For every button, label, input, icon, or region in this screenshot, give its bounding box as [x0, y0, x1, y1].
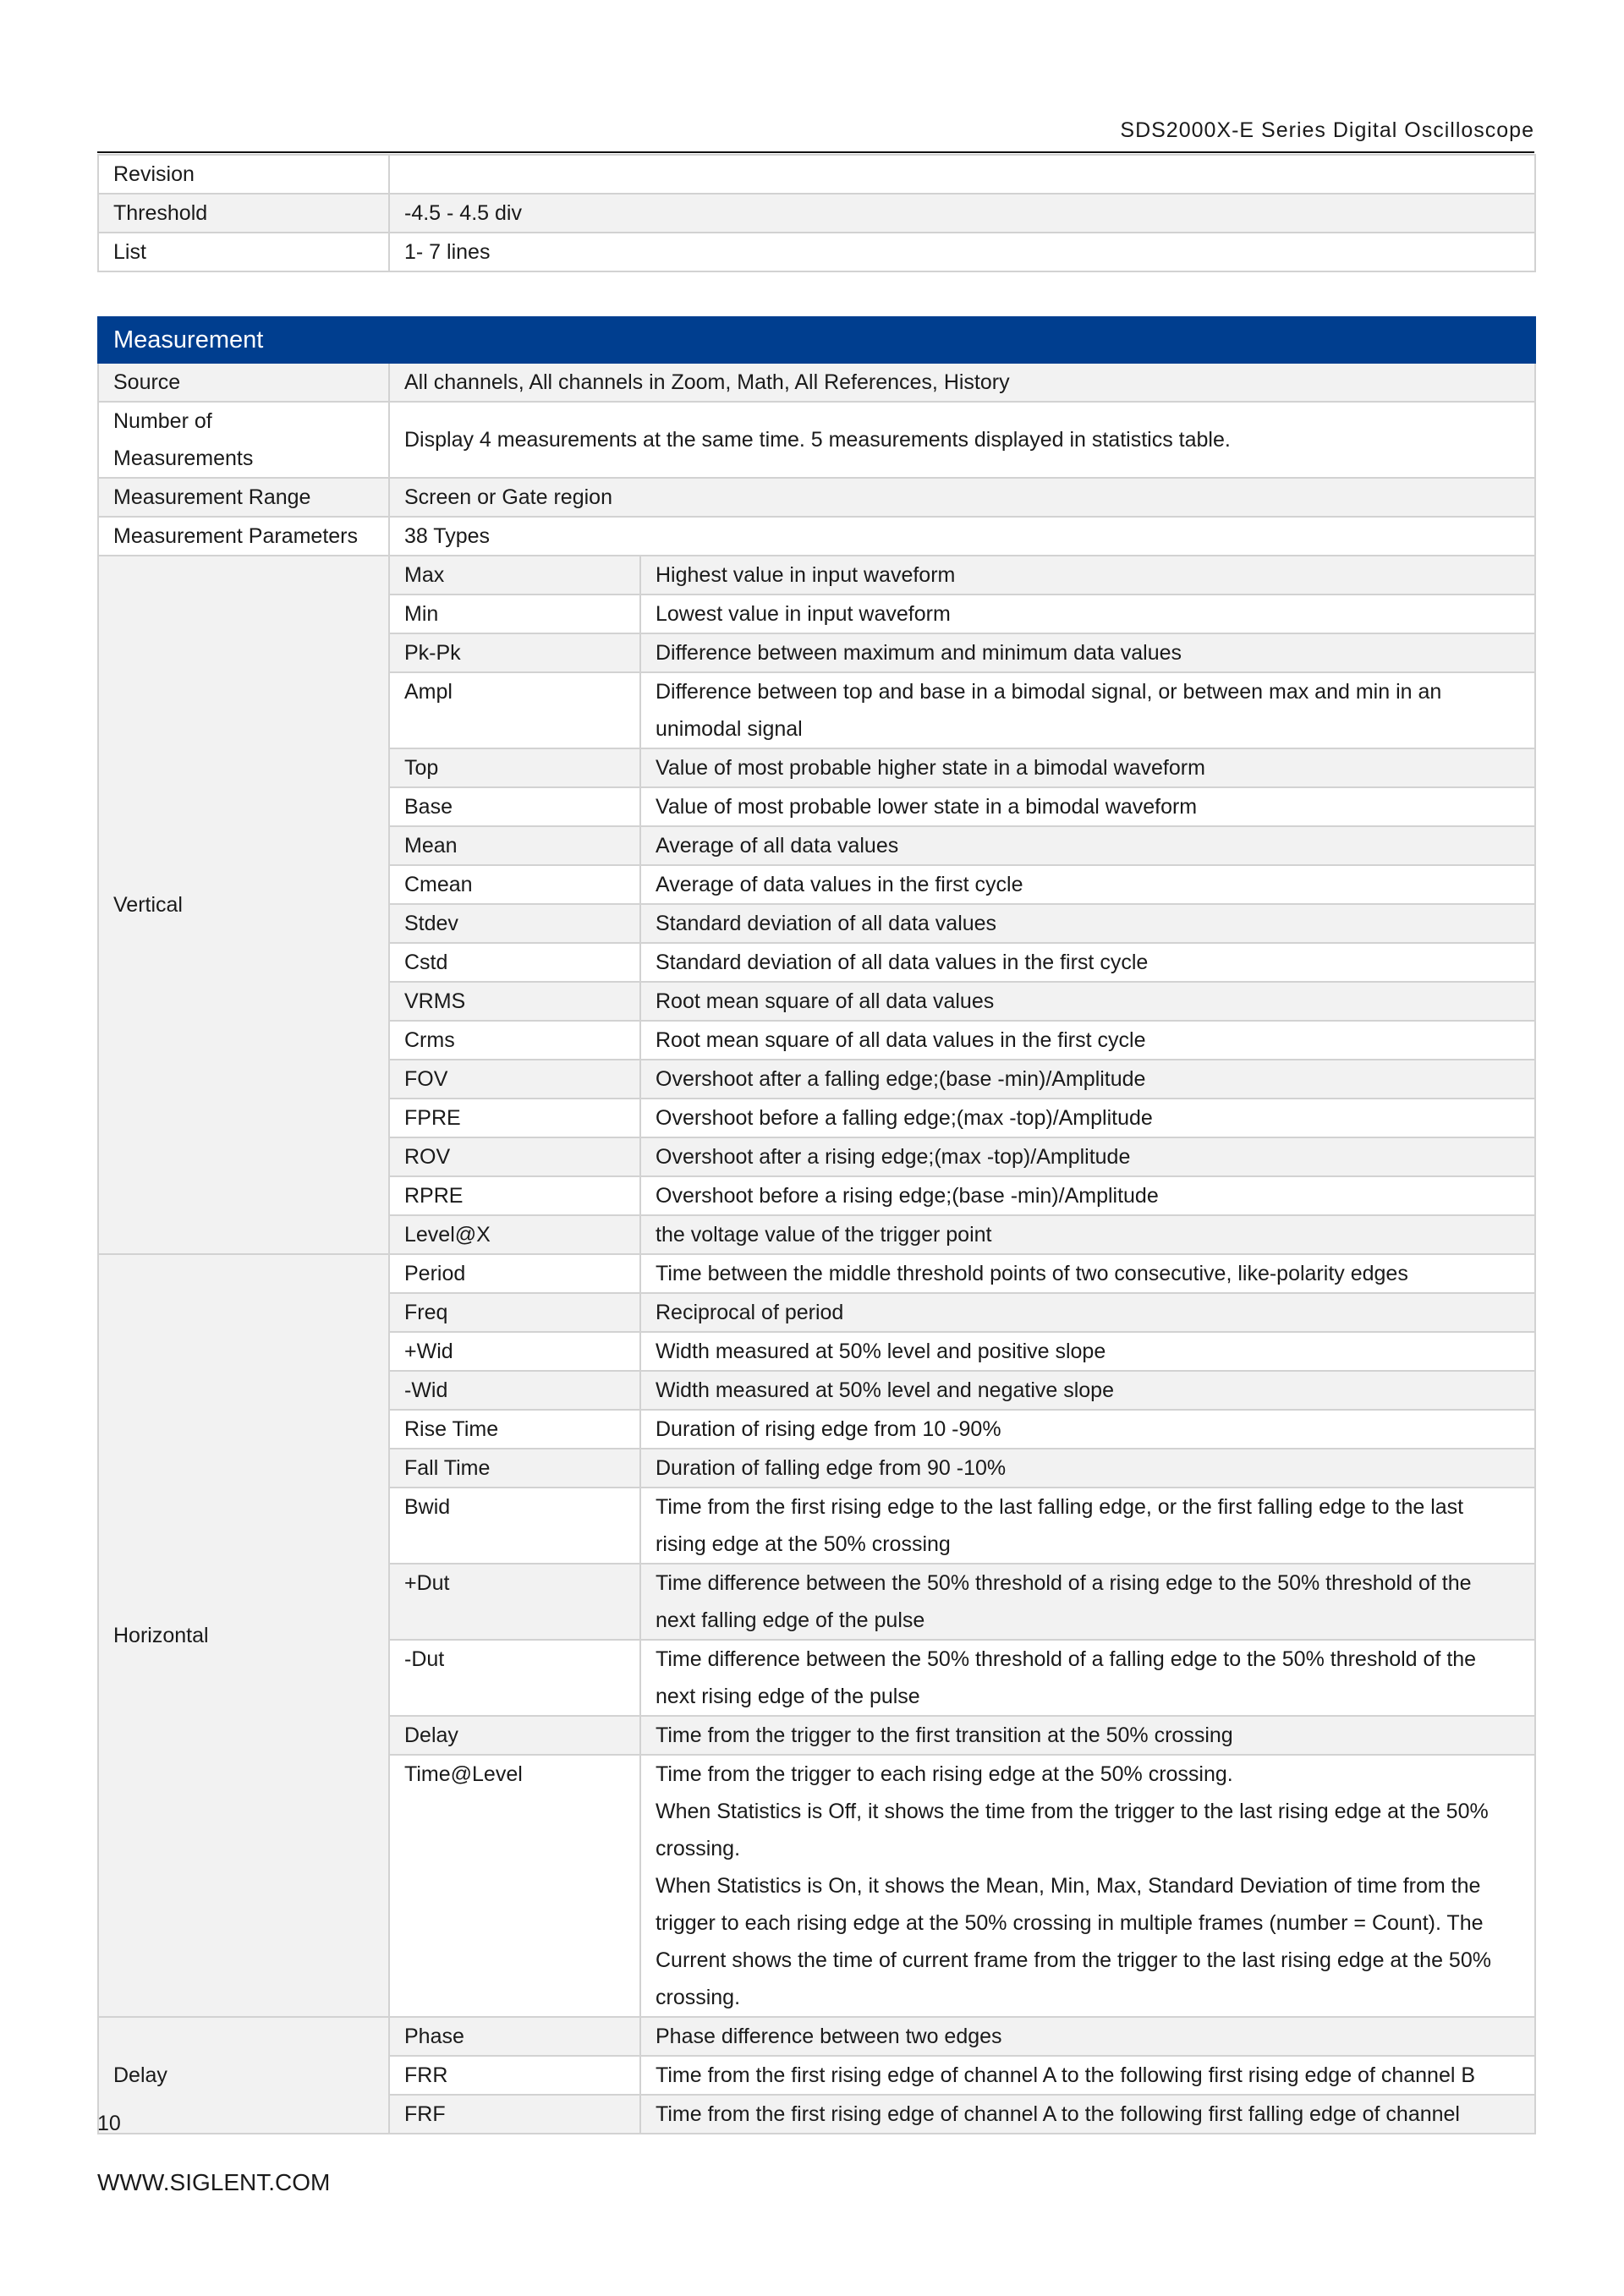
parameter-description — [640, 904, 1535, 943]
description-line: unimodal signal — [656, 717, 803, 741]
description-line: Overshoot before a falling edge;(max -top)/Amplitude — [656, 1106, 1153, 1130]
parameter-name: Delay — [389, 1716, 640, 1755]
parameter-name: RPRE — [389, 1176, 640, 1215]
row-label-line: Number of — [113, 409, 212, 433]
parameter-description — [640, 1640, 1535, 1716]
parameter-description — [640, 2056, 1535, 2095]
website-footer: WWW.SIGLENT.COM — [97, 2169, 331, 2195]
table-row — [98, 155, 1535, 194]
parameter-description — [640, 1371, 1535, 1410]
section-header-row — [98, 317, 1535, 363]
parameter-name: ROV — [389, 1137, 640, 1176]
parameter-description — [640, 1293, 1535, 1332]
description-line: Width measured at 50% level and negative slope — [656, 1378, 1114, 1402]
parameter-description — [640, 556, 1535, 595]
table-row — [98, 1254, 1535, 1293]
parameter-name: Base — [389, 787, 640, 826]
parameter-description — [640, 865, 1535, 904]
parameter-name: FRF — [389, 2095, 640, 2134]
parameter-name: Time@Level — [389, 1755, 640, 2017]
table-row — [98, 2017, 1535, 2056]
parameter-description — [640, 1488, 1535, 1564]
table-row — [98, 233, 1535, 271]
table-row — [98, 556, 1535, 595]
description-line: the voltage value of the trigger point — [656, 1223, 992, 1247]
parameter-description — [640, 1137, 1535, 1176]
parameter-description — [640, 748, 1535, 787]
description-line: Time from the first rising edge of channel A to the following first falling edge of channel — [656, 2102, 1460, 2126]
description-line: crossing. — [656, 1837, 741, 1860]
description-line: Current shows the time of current frame from the trigger to the last rising edge at the 50% — [656, 1948, 1491, 1972]
description-line: Root mean square of all data values in the first cycle — [656, 1028, 1146, 1052]
description-line: Width measured at 50% level and positive slope — [656, 1340, 1106, 1363]
description-line: next falling edge of the pulse — [656, 1608, 925, 1632]
parameter-description — [640, 943, 1535, 982]
parameter-name: Rise Time — [389, 1410, 640, 1449]
description-line: next rising edge of the pulse — [656, 1685, 920, 1708]
parameter-name: Pk-Pk — [389, 633, 640, 672]
group-label: Vertical — [98, 556, 389, 1254]
parameter-description — [640, 1060, 1535, 1099]
description-line: Time from the first rising edge of channel A to the following first rising edge of channel B — [656, 2063, 1476, 2087]
row-label-line: Measurements — [113, 447, 254, 470]
parameter-name: Level@X — [389, 1215, 640, 1254]
description-line: Duration of falling edge from 90 -10% — [656, 1456, 1007, 1480]
parameter-name: Max — [389, 556, 640, 595]
description-line: Phase difference between two edges — [656, 2025, 1002, 2048]
parameter-description — [640, 1021, 1535, 1060]
description-line: Standard deviation of all data values in the first cycle — [656, 951, 1149, 974]
parameter-description — [640, 2017, 1535, 2056]
description-line: Time between the middle threshold points of two consecutive, like-polarity edges — [656, 1262, 1408, 1285]
parameter-description — [640, 1716, 1535, 1755]
parameter-name: +Dut — [389, 1564, 640, 1640]
parameter-name: FRR — [389, 2056, 640, 2095]
parameter-description — [640, 1099, 1535, 1137]
description-line: Overshoot after a rising edge;(max -top)/Amplitude — [656, 1145, 1131, 1169]
description-line: Duration of rising edge from 10 -90% — [656, 1417, 1001, 1441]
parameter-description — [640, 826, 1535, 865]
row-label: Measurement Parameters — [98, 517, 389, 556]
parameter-name: FOV — [389, 1060, 640, 1099]
description-line: Time from the trigger to the first transition at the 50% crossing — [656, 1723, 1233, 1747]
parameter-name: Period — [389, 1254, 640, 1293]
description-line: When Statistics is On, it shows the Mean, Min, Max, Standard Deviation of time from the — [656, 1874, 1481, 1898]
parameter-name: Freq — [389, 1293, 640, 1332]
description-line: Root mean square of all data values — [656, 989, 995, 1013]
parameter-name: FPRE — [389, 1099, 640, 1137]
description-line: Standard deviation of all data values — [656, 912, 997, 935]
parameter-description — [640, 982, 1535, 1021]
parameter-description — [640, 1755, 1535, 2017]
parameter-name: +Wid — [389, 1332, 640, 1371]
table-row — [98, 517, 1535, 556]
page-number: 10 — [97, 2112, 121, 2135]
section-title: Measurement — [98, 317, 1535, 363]
measurement-spec-table — [97, 316, 1536, 2134]
table-row — [98, 194, 1535, 233]
row-label: Threshold — [98, 194, 389, 233]
description-line: Difference between top and base in a bimodal signal, or between max and min in an — [656, 680, 1442, 704]
parameter-name: VRMS — [389, 982, 640, 1021]
description-line: Time difference between the 50% threshold of a falling edge to the 50% threshold of the — [656, 1647, 1477, 1671]
parameter-name: Cstd — [389, 943, 640, 982]
description-line: Lowest value in input waveform — [656, 602, 951, 626]
header-divider — [97, 151, 1534, 153]
table-row — [98, 363, 1535, 402]
row-label — [98, 402, 389, 478]
table-row — [98, 478, 1535, 517]
description-line: When Statistics is Off, it shows the time from the trigger to the last rising edge at the 50% — [656, 1800, 1489, 1823]
row-value: 1- 7 lines — [389, 233, 1535, 271]
parameter-name: Ampl — [389, 672, 640, 748]
parameter-name: Bwid — [389, 1488, 640, 1564]
table-row — [98, 402, 1535, 478]
parameter-description — [640, 1176, 1535, 1215]
row-value: -4.5 - 4.5 div — [389, 194, 1535, 233]
parameter-name: Min — [389, 595, 640, 633]
description-line: Time difference between the 50% threshold of a rising edge to the 50% threshold of the — [656, 1571, 1472, 1595]
parameter-name: -Dut — [389, 1640, 640, 1716]
description-line: Difference between maximum and minimum data values — [656, 641, 1182, 665]
row-value: 38 Types — [389, 517, 1535, 556]
description-line: Highest value in input waveform — [656, 563, 956, 587]
parameter-name: Stdev — [389, 904, 640, 943]
row-value: All channels, All channels in Zoom, Math, All References, History — [389, 363, 1535, 402]
description-line: Reciprocal of period — [656, 1301, 844, 1324]
top-spec-table — [97, 154, 1536, 272]
description-line: Value of most probable lower state in a bimodal waveform — [656, 795, 1198, 819]
parameter-name: Cmean — [389, 865, 640, 904]
parameter-name: Mean — [389, 826, 640, 865]
description-line: crossing. — [656, 1986, 741, 2009]
description-line: Time from the first rising edge to the last falling edge, or the first falling edge to the last — [656, 1495, 1464, 1519]
row-value: Display 4 measurements at the same time. 5 measurements displayed in statistics table. — [389, 402, 1535, 478]
parameter-description — [640, 1215, 1535, 1254]
parameter-description — [640, 672, 1535, 748]
parameter-name: Phase — [389, 2017, 640, 2056]
description-line: Average of data values in the first cycle — [656, 873, 1023, 896]
description-line: Time from the trigger to each rising edge at the 50% crossing. — [656, 1762, 1233, 1786]
parameter-name: Top — [389, 748, 640, 787]
parameter-name: -Wid — [389, 1371, 640, 1410]
row-label: Measurement Range — [98, 478, 389, 517]
group-label: Horizontal — [98, 1254, 389, 2017]
parameter-name: Crms — [389, 1021, 640, 1060]
parameter-description — [640, 1410, 1535, 1449]
description-line: Average of all data values — [656, 834, 899, 858]
parameter-description — [640, 787, 1535, 826]
description-line: trigger to each rising edge at the 50% crossing in multiple frames (number = Count). The — [656, 1911, 1484, 1935]
row-label: List — [98, 233, 389, 271]
row-value: Screen or Gate region — [389, 478, 1535, 517]
parameter-description — [640, 1449, 1535, 1488]
parameter-description — [640, 595, 1535, 633]
parameter-name: Fall Time — [389, 1449, 640, 1488]
parameter-description — [640, 633, 1535, 672]
page-header-title: SDS2000X-E Series Digital Oscilloscope — [1120, 118, 1534, 142]
parameter-description — [640, 1254, 1535, 1293]
description-line: Overshoot after a falling edge;(base -min)/Amplitude — [656, 1067, 1146, 1091]
group-label: Delay — [98, 2017, 389, 2134]
description-line: rising edge at the 50% crossing — [656, 1532, 951, 1556]
row-value — [389, 155, 1535, 194]
parameter-description — [640, 1332, 1535, 1371]
row-label: Revision — [98, 155, 389, 194]
parameter-description — [640, 2095, 1535, 2134]
parameter-description — [640, 1564, 1535, 1640]
description-line: Value of most probable higher state in a bimodal waveform — [656, 756, 1205, 780]
row-label: Source — [98, 363, 389, 402]
description-line: Overshoot before a rising edge;(base -min)/Amplitude — [656, 1184, 1159, 1208]
